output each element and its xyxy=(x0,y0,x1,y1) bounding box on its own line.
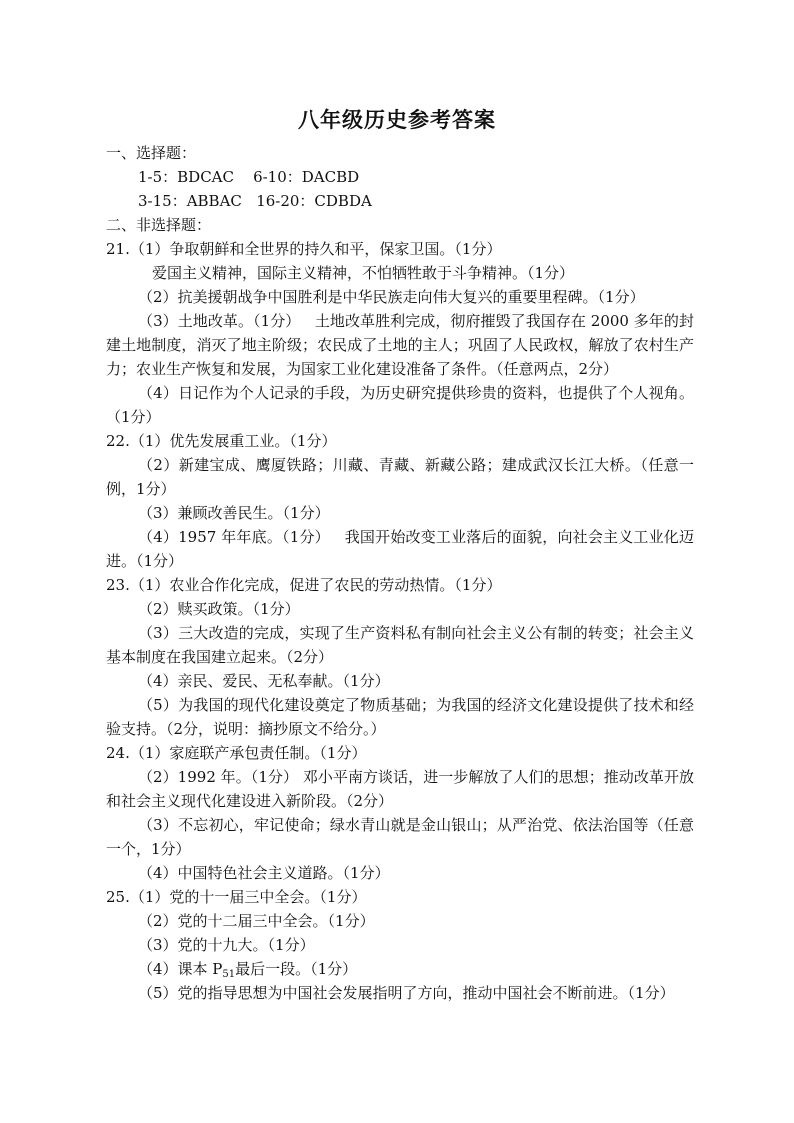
q23-answer-3: （3）三大改造的完成，实现了生产资料私有制向社会主义公有制的转变；社会主义基本制度在我国建立起来。（2分） xyxy=(106,624,694,666)
choice-heading: 一、选择题： xyxy=(106,144,197,162)
q22-answer-3: （3）兼顾改善民生。（1分） xyxy=(138,504,330,522)
nonchoice-heading: 二、非选择题： xyxy=(106,216,212,234)
q21-answer-1: 21.（1）争取朝鲜和全世界的持久和平，保家卫国。（1分） xyxy=(106,240,502,258)
q22-answer-4: （4）1957 年年底。（1分） 我国开始改变工业落后的面貌，向社会主义工业化迈进。（1分） xyxy=(106,528,694,570)
q23-answer-2: （2）赎买政策。（1分） xyxy=(138,600,300,618)
q25-answer-3: （3）党的十九大。（1分） xyxy=(138,936,315,954)
q24-answer-1: 24.（1）家庭联产承包责任制。（1分） xyxy=(106,744,367,762)
q21-answer-4: （4）日记作为个人记录的手段，为历史研究提供珍贵的资料，也提供了个人视角。（1分） xyxy=(106,384,694,426)
page-number-subscript: 51 xyxy=(222,969,236,980)
q25-answer-4-prefix: （4）课本 P xyxy=(138,960,223,978)
choice-answers-row-2: 3-15：ABBAC 16-20：CDBDA xyxy=(138,192,372,210)
q21-answer-3: （3）土地改革。（1分） 土地改革胜利完成，彻府摧毁了我国存在 2000 多年的封建土地制度，消灭了地主阶级；农民成了土地的主人；巩固了人民政权，解放了农村生产力；农业生产恢复和发展，为国家工业化建设准备了条件。（任意两点，2分） xyxy=(106,312,694,378)
q25-answer-2: （2）党的十二届三中全会。（1分） xyxy=(138,912,375,930)
q22-answer-2: （2）新建宝成、鹰厦铁路；川藏、青藏、新藏公路；建成武汉长江大桥。（任意一例，1分） xyxy=(106,456,694,498)
q21-answer-1b: 爱国主义精神，国际主义精神，不怕牺牲敢于斗争精神。（1分） xyxy=(152,264,575,282)
q24-answer-2: （2）1992 年。（1分） 邓小平南方谈话，进一步解放了人们的思想；推动改革开放和社会主义现代化建设进入新阶段。（2分） xyxy=(106,768,694,810)
q25-answer-4-suffix: 最后一段。（1分） xyxy=(235,960,358,978)
q23-answer-1: 23.（1）农业合作化完成，促进了农民的劳动热情。（1分） xyxy=(106,576,502,594)
q24-answer-4: （4）中国特色社会主义道路。（1分） xyxy=(138,864,390,882)
q23-answer-5: （5）为我国的现代化建设奠定了物质基础；为我国的经济文化建设提供了技术和经验支持。（2分，说明：摘抄原文不给分。） xyxy=(106,696,694,738)
choice-answers-row-1: 1-5：BDCAC 6-10：DACBD xyxy=(138,168,360,186)
q25-answer-1: 25.（1）党的十一届三中全会。（1分） xyxy=(106,888,367,906)
answer-body xyxy=(106,141,694,1005)
page-title: 八年级历史参考答案 xyxy=(298,107,496,132)
q25-answer-5: （5）党的指导思想为中国社会发展指明了方向，推动中国社会不断前进。（1分） xyxy=(138,984,675,1002)
q21-answer-2: （2）抗美援朝战争中国胜利是中华民族走向伟大复兴的重要里程碑。（1分） xyxy=(138,288,645,306)
q22-answer-1: 22.（1）优先发展重工业。（1分） xyxy=(106,432,337,450)
q23-answer-4: （4）亲民、爱民、无私奉献。（1分） xyxy=(138,672,390,690)
q25-answer-4 xyxy=(106,957,694,981)
q24-answer-3: （3）不忘初心，牢记使命；绿水青山就是金山银山；从严治党、依法治国等（任意一个，1分） xyxy=(106,816,694,858)
